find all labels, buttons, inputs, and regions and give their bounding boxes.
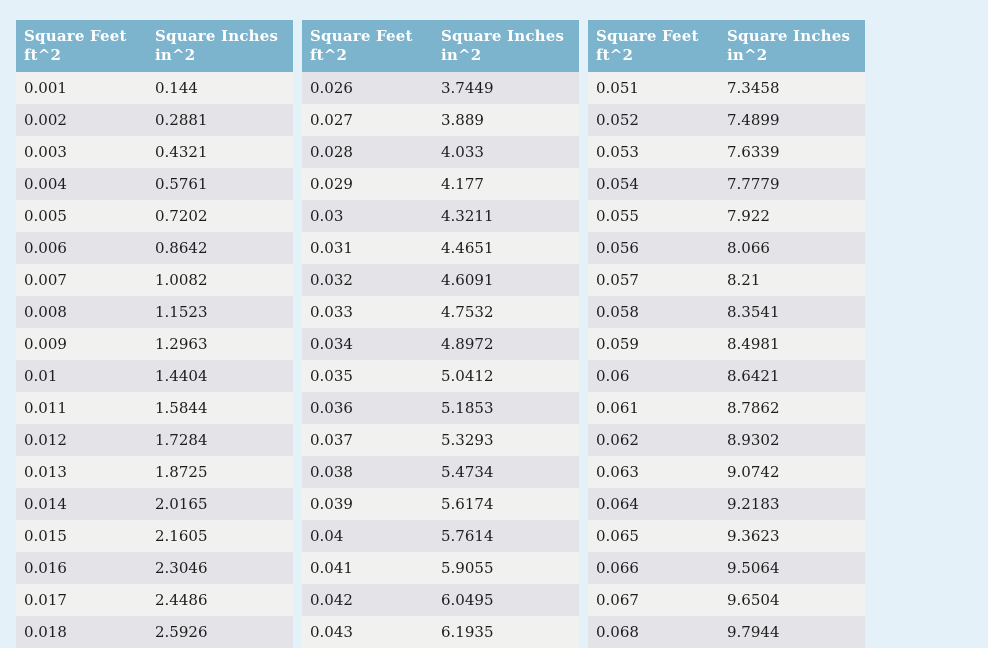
square-inches-cell: 3.889 (441, 111, 484, 129)
square-feet-cell: 0.026 (310, 79, 353, 97)
square-inches-cell: 5.4734 (441, 463, 494, 481)
header-square-inches (433, 27, 579, 72)
square-inches-cell: 7.922 (727, 207, 770, 225)
square-feet-cell: 0.002 (24, 111, 67, 129)
table-row (588, 552, 865, 584)
table-row (16, 200, 293, 232)
header-col2-title: Square Inches (727, 27, 851, 45)
conversion-tables (16, 20, 865, 648)
square-inches-cell: 4.7532 (441, 303, 494, 321)
square-inches-cell: 9.5064 (727, 559, 780, 577)
square-inches-cell: 7.6339 (727, 143, 780, 161)
square-feet-cell: 0.027 (310, 111, 353, 129)
square-feet-cell: 0.006 (24, 239, 67, 257)
table-row (302, 72, 579, 104)
square-inches-cell: 4.3211 (441, 207, 494, 225)
header-col1-unit: ft^2 (596, 46, 634, 64)
square-inches-cell: 4.6091 (441, 271, 494, 289)
table-header (16, 20, 293, 72)
table-row (16, 584, 293, 616)
header-square-feet (302, 27, 433, 72)
square-feet-cell: 0.029 (310, 175, 353, 193)
table-header (302, 20, 579, 72)
square-feet-cell: 0.055 (596, 207, 639, 225)
table-row (16, 616, 293, 648)
square-feet-cell: 0.004 (24, 175, 67, 193)
table-body (588, 72, 865, 648)
table-row (16, 424, 293, 456)
square-inches-cell: 1.7284 (155, 431, 208, 449)
square-inches-cell: 2.5926 (155, 623, 208, 641)
square-feet-cell: 0.033 (310, 303, 353, 321)
conversion-table-1 (16, 20, 293, 648)
square-inches-cell: 8.9302 (727, 431, 780, 449)
header-col2-unit: in^2 (155, 46, 196, 64)
square-inches-cell: 6.0495 (441, 591, 494, 609)
square-inches-cell: 5.7614 (441, 527, 494, 545)
table-row (588, 136, 865, 168)
square-feet-cell: 0.062 (596, 431, 639, 449)
square-feet-cell: 0.039 (310, 495, 353, 513)
square-feet-cell: 0.009 (24, 335, 67, 353)
square-feet-cell: 0.065 (596, 527, 639, 545)
square-inches-cell: 9.6504 (727, 591, 780, 609)
square-feet-cell: 0.005 (24, 207, 67, 225)
square-feet-cell: 0.056 (596, 239, 639, 257)
square-inches-cell: 0.5761 (155, 175, 208, 193)
square-feet-cell: 0.013 (24, 463, 67, 481)
table-row (16, 456, 293, 488)
table-row (302, 104, 579, 136)
table-row (588, 328, 865, 360)
square-feet-cell: 0.059 (596, 335, 639, 353)
square-feet-cell: 0.043 (310, 623, 353, 641)
header-col2-title: Square Inches (155, 27, 279, 45)
square-inches-cell: 4.033 (441, 143, 484, 161)
table-row (302, 264, 579, 296)
table-row (16, 552, 293, 584)
table-row (16, 520, 293, 552)
square-inches-cell: 5.6174 (441, 495, 494, 513)
square-inches-cell: 1.4404 (155, 367, 208, 385)
square-feet-cell: 0.012 (24, 431, 67, 449)
square-feet-cell: 0.008 (24, 303, 67, 321)
square-feet-cell: 0.011 (24, 399, 67, 417)
table-row (16, 488, 293, 520)
square-feet-cell: 0.041 (310, 559, 353, 577)
square-inches-cell: 4.4651 (441, 239, 494, 257)
header-square-inches (147, 27, 293, 72)
square-feet-cell: 0.067 (596, 591, 639, 609)
table-row (588, 456, 865, 488)
table-row (302, 232, 579, 264)
table-row (302, 296, 579, 328)
square-inches-cell: 2.0165 (155, 495, 208, 513)
square-inches-cell: 5.1853 (441, 399, 494, 417)
header-col1-unit: ft^2 (24, 46, 62, 64)
square-inches-cell: 1.2963 (155, 335, 208, 353)
square-feet-cell: 0.007 (24, 271, 67, 289)
table-row (588, 168, 865, 200)
square-feet-cell: 0.053 (596, 143, 639, 161)
table-row (302, 616, 579, 648)
square-inches-cell: 2.3046 (155, 559, 208, 577)
square-inches-cell: 0.4321 (155, 143, 208, 161)
square-feet-cell: 0.042 (310, 591, 353, 609)
table-row (16, 328, 293, 360)
header-square-feet (16, 27, 147, 72)
square-inches-cell: 1.1523 (155, 303, 208, 321)
square-inches-cell: 9.3623 (727, 527, 780, 545)
square-feet-cell: 0.04 (310, 527, 344, 545)
square-feet-cell: 0.032 (310, 271, 353, 289)
square-inches-cell: 5.9055 (441, 559, 494, 577)
square-feet-cell: 0.064 (596, 495, 639, 513)
square-feet-cell: 0.06 (596, 367, 630, 385)
square-feet-cell: 0.031 (310, 239, 353, 257)
table-row (588, 520, 865, 552)
table-row (588, 296, 865, 328)
square-inches-cell: 8.21 (727, 271, 761, 289)
square-inches-cell: 4.8972 (441, 335, 494, 353)
square-inches-cell: 0.144 (155, 79, 198, 97)
square-inches-cell: 5.0412 (441, 367, 494, 385)
square-feet-cell: 0.052 (596, 111, 639, 129)
square-inches-cell: 8.066 (727, 239, 770, 257)
table-row (588, 104, 865, 136)
table-row (302, 328, 579, 360)
square-feet-cell: 0.014 (24, 495, 67, 513)
conversion-table-3 (588, 20, 865, 648)
square-feet-cell: 0.066 (596, 559, 639, 577)
table-row (588, 392, 865, 424)
table-row (302, 520, 579, 552)
square-feet-cell: 0.017 (24, 591, 67, 609)
square-feet-cell: 0.018 (24, 623, 67, 641)
square-feet-cell: 0.058 (596, 303, 639, 321)
table-row (16, 360, 293, 392)
square-feet-cell: 0.057 (596, 271, 639, 289)
table-row (16, 296, 293, 328)
header-col1-unit: ft^2 (310, 46, 348, 64)
square-inches-cell: 6.1935 (441, 623, 494, 641)
square-feet-cell: 0.034 (310, 335, 353, 353)
square-inches-cell: 9.2183 (727, 495, 780, 513)
table-row (302, 584, 579, 616)
table-row (302, 424, 579, 456)
table-row (16, 104, 293, 136)
square-inches-cell: 2.1605 (155, 527, 208, 545)
square-inches-cell: 4.177 (441, 175, 484, 193)
table-row (302, 136, 579, 168)
square-feet-cell: 0.01 (24, 367, 58, 385)
header-col2-unit: in^2 (441, 46, 482, 64)
square-inches-cell: 1.8725 (155, 463, 208, 481)
table-row (16, 168, 293, 200)
square-inches-cell: 2.4486 (155, 591, 208, 609)
table-row (588, 72, 865, 104)
table-header (588, 20, 865, 72)
square-feet-cell: 0.035 (310, 367, 353, 385)
square-inches-cell: 3.7449 (441, 79, 494, 97)
table-row (588, 616, 865, 648)
table-row (16, 392, 293, 424)
square-feet-cell: 0.061 (596, 399, 639, 417)
table-row (302, 168, 579, 200)
square-inches-cell: 1.5844 (155, 399, 208, 417)
square-inches-cell: 5.3293 (441, 431, 494, 449)
table-body (302, 72, 579, 648)
square-inches-cell: 0.7202 (155, 207, 208, 225)
square-feet-cell: 0.003 (24, 143, 67, 161)
conversion-table-2 (302, 20, 579, 648)
table-row (16, 72, 293, 104)
square-inches-cell: 8.6421 (727, 367, 780, 385)
square-feet-cell: 0.037 (310, 431, 353, 449)
table-row (588, 584, 865, 616)
square-inches-cell: 1.0082 (155, 271, 208, 289)
table-row (302, 456, 579, 488)
table-row (16, 232, 293, 264)
square-feet-cell: 0.028 (310, 143, 353, 161)
square-feet-cell: 0.03 (310, 207, 344, 225)
header-square-feet (588, 27, 719, 72)
square-inches-cell: 9.7944 (727, 623, 780, 641)
header-square-inches (719, 27, 865, 72)
table-row (588, 360, 865, 392)
square-feet-cell: 0.016 (24, 559, 67, 577)
square-feet-cell: 0.068 (596, 623, 639, 641)
square-inches-cell: 8.4981 (727, 335, 780, 353)
table-row (588, 424, 865, 456)
square-inches-cell: 9.0742 (727, 463, 780, 481)
square-feet-cell: 0.038 (310, 463, 353, 481)
square-inches-cell: 0.8642 (155, 239, 208, 257)
table-row (588, 488, 865, 520)
header-col1-title: Square Feet (596, 27, 699, 45)
header-col1-title: Square Feet (24, 27, 127, 45)
table-body (16, 72, 293, 648)
header-col2-title: Square Inches (441, 27, 565, 45)
header-col1-title: Square Feet (310, 27, 413, 45)
square-feet-cell: 0.051 (596, 79, 639, 97)
table-row (588, 232, 865, 264)
square-feet-cell: 0.063 (596, 463, 639, 481)
table-row (16, 264, 293, 296)
square-feet-cell: 0.036 (310, 399, 353, 417)
table-row (302, 488, 579, 520)
square-inches-cell: 7.4899 (727, 111, 780, 129)
table-row (588, 200, 865, 232)
header-col2-unit: in^2 (727, 46, 768, 64)
square-inches-cell: 8.7862 (727, 399, 780, 417)
square-inches-cell: 7.3458 (727, 79, 780, 97)
table-row (588, 264, 865, 296)
square-inches-cell: 8.3541 (727, 303, 780, 321)
square-feet-cell: 0.001 (24, 79, 67, 97)
table-row (302, 200, 579, 232)
square-feet-cell: 0.015 (24, 527, 67, 545)
table-row (16, 136, 293, 168)
square-inches-cell: 0.2881 (155, 111, 208, 129)
table-row (302, 360, 579, 392)
square-feet-cell: 0.054 (596, 175, 639, 193)
table-row (302, 552, 579, 584)
table-row (302, 392, 579, 424)
square-inches-cell: 7.7779 (727, 175, 780, 193)
